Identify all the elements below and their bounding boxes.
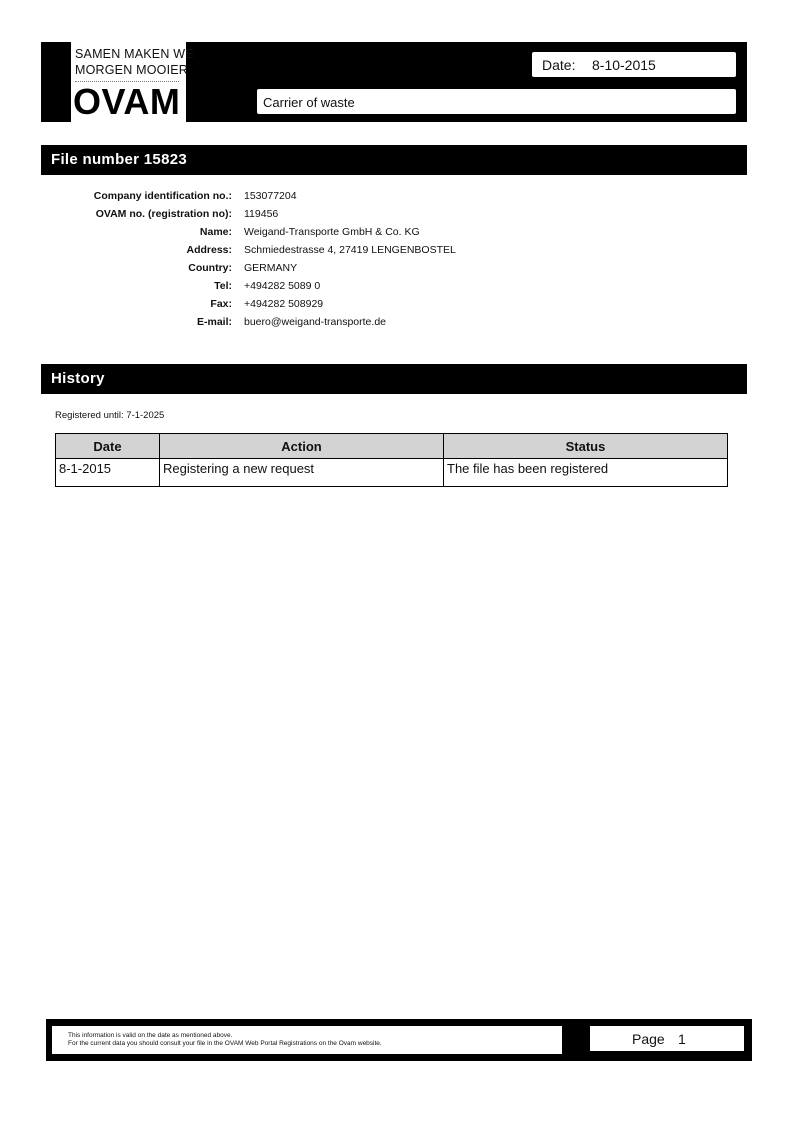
document-type: Carrier of waste <box>263 95 355 110</box>
field-value: +494282 508929 <box>244 298 324 310</box>
field-value: +494282 5089 0 <box>244 280 321 292</box>
cell-action: Registering a new request <box>160 459 444 487</box>
ovam-logo <box>41 42 194 122</box>
field-value: Schmiedestrasse 4, 27419 LENGENBOSTEL <box>244 244 456 256</box>
field-fax <box>41 298 747 316</box>
registered-until: Registered until: 7-1-2025 <box>55 410 165 421</box>
history-title: History <box>51 370 105 387</box>
field-label: Name: <box>199 226 232 238</box>
logo-wordmark: OVAM <box>73 81 181 122</box>
file-number-header <box>41 145 747 175</box>
history-table <box>55 433 728 487</box>
field-label: Country: <box>188 262 232 274</box>
field-label: Company identification no.: <box>93 190 232 202</box>
field-ovam-no <box>41 208 747 226</box>
field-value: Weigand-Transporte GmbH & Co. KG <box>244 226 420 238</box>
field-label: OVAM no. (registration no): <box>95 208 232 220</box>
footer-note-line1: This information is valid on the date as mentioned above. <box>68 1032 233 1039</box>
table-row <box>56 459 728 487</box>
cell-date: 8-1-2015 <box>56 459 160 487</box>
column-header-status: Status <box>444 434 728 459</box>
page-label: Page <box>632 1031 665 1047</box>
logo-tagline-line1: SAMEN MAKEN WE <box>75 47 194 61</box>
field-label: E-mail: <box>196 316 232 328</box>
field-value: 119456 <box>244 208 279 220</box>
field-value: 153077204 <box>244 190 297 202</box>
page-number: 1 <box>678 1031 686 1047</box>
field-email <box>41 316 747 334</box>
field-label: Address: <box>186 244 232 256</box>
field-value: buero@weigand-transporte.de <box>244 316 386 328</box>
document-type-box <box>257 89 736 114</box>
field-company-id <box>41 190 747 208</box>
field-name <box>41 226 747 244</box>
field-country <box>41 262 747 280</box>
field-label: Fax: <box>210 298 232 310</box>
footer-note-line2: For the current data you should consult your file in the OVAM Web Portal Registrations on the Ovam website. <box>68 1040 382 1047</box>
field-address <box>41 244 747 262</box>
field-label: Tel: <box>214 280 232 292</box>
date-value: 8-10-2015 <box>592 57 656 73</box>
table-header-row <box>56 434 728 459</box>
file-number-title: File number 15823 <box>51 151 187 168</box>
cell-status: The file has been registered <box>444 459 728 487</box>
column-header-date: Date <box>56 434 160 459</box>
field-value: GERMANY <box>244 262 298 274</box>
page-indicator <box>590 1026 744 1051</box>
column-header-action: Action <box>160 434 444 459</box>
footer-note <box>52 1026 562 1054</box>
logo-tagline-line2: MORGEN MOOIER <box>75 63 189 77</box>
history-header <box>41 364 747 394</box>
field-tel <box>41 280 747 298</box>
date-box <box>532 52 736 77</box>
date-label: Date: <box>542 57 576 73</box>
